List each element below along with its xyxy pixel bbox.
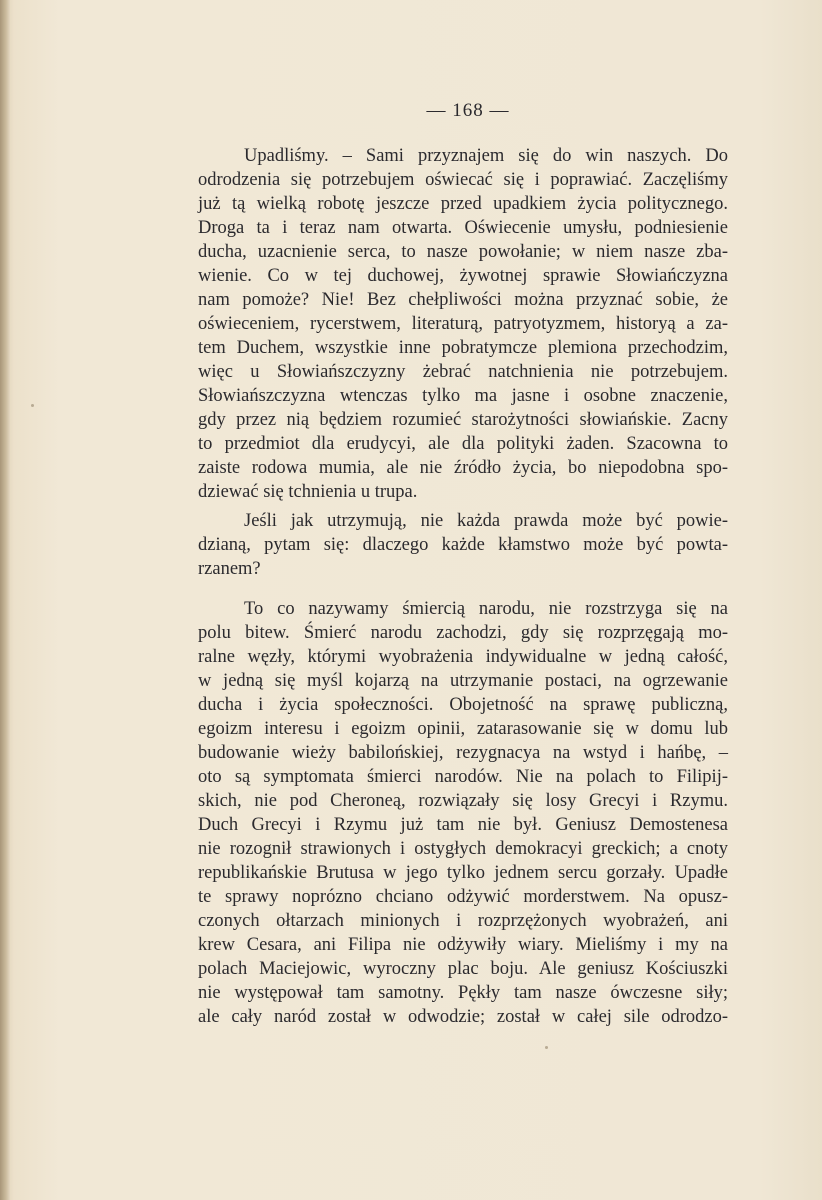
text-line: nam pomoże? Nie! Bez chełpliwości można przyznać sobie, że	[198, 290, 728, 310]
text-line: czonych ołtarzach minionych i rozprzężonych wyobrażeń, ani	[198, 911, 728, 931]
text-line: budowanie wieży babilońskiej, rezygnacya na wstyd i hańbę, –	[198, 743, 728, 763]
text-line: polach Maciejowic, wyroczny plac boju. Ale geniusz Kościuszki	[198, 959, 728, 979]
text-line: oświeceniem, rycerstwem, literaturą, patryotyzmem, historyą a za-	[198, 314, 728, 334]
text-line: republikańskie Brutusa w jego tylko jednem sercu gorzały. Upadłe	[198, 863, 728, 883]
paper-speck	[31, 404, 34, 407]
text-line: ducha i życia społeczności. Obojetność na sprawę publiczną,	[198, 695, 728, 715]
text-line: polu bitew. Śmierć narodu zachodzi, gdy się rozprzęgają mo-	[198, 623, 728, 643]
text-line: Upadliśmy. – Sami przyznajem się do win naszych. Do	[244, 146, 728, 166]
paragraph-2	[198, 509, 728, 581]
text-line: To co nazywamy śmiercią narodu, nie rozstrzyga się na	[244, 599, 728, 619]
text-line: wienie. Co w tej duchowej, żywotnej sprawie Słowiańczyzna	[198, 266, 728, 286]
text-line: zaiste rodowa mumia, ale nie źródło życia, bo niepodobna spo-	[198, 458, 728, 478]
text-line: dzianą, pytam się: dlaczego każde kłamstwo może być powta-	[198, 535, 728, 555]
text-line: skich, nie pod Cheroneą, rozwiązały się losy Grecyi i Rzymu.	[198, 791, 728, 811]
paragraph-3	[198, 597, 728, 1029]
paper-speck	[545, 1046, 548, 1049]
text-line: Droga ta i teraz nam otwarta. Oświecenie umysłu, podniesienie	[198, 218, 728, 238]
page-binding-edge	[0, 0, 10, 1200]
text-line: Słowiańszczyzna wtenczas tylko ma jasne i osobne znaczenie,	[198, 386, 728, 406]
text-line: gdy przez nią będziem rozumieć starożytności słowiańskie. Zacny	[198, 410, 728, 430]
text-line: ducha, uzacnienie serca, to nasze powołanie; w niem nasze zba-	[198, 242, 728, 262]
text-line: egoizm interesu i egoizm opinii, zatarasowanie się w domu lub	[198, 719, 728, 739]
text-line: odrodzenia się potrzebujem oświecać się i poprawiać. Zaczęliśmy	[198, 170, 728, 190]
text-line: ralne węzły, którymi wyobrażenia indywidualne w jedną całość,	[198, 647, 728, 667]
page-number: — 168 —	[426, 100, 510, 121]
text-line: Jeśli jak utrzymują, nie każda prawda może być powie-	[244, 511, 728, 531]
paragraph-1	[198, 144, 728, 504]
text-line: nie rozognił strawionych i ostygłych demokracyi greckich; a cnoty	[198, 839, 728, 859]
text-line: dziewać się tchnienia u trupa.	[198, 482, 418, 502]
text-line: Duch Grecyi i Rzymu już tam nie był. Geniusz Demostenesa	[198, 815, 728, 835]
text-line: to przedmiot dla erudycyi, ale dla polityki żaden. Szacowna to	[198, 434, 728, 454]
text-line: w jedną się myśl kojarzą na utrzymanie postaci, na ogrzewanie	[198, 671, 728, 691]
text-line: już tą wielką robotę jeszcze przed upadkiem życia politycznego.	[198, 194, 728, 214]
text-line: więc u Słowiańszczyzny żebrać natchnienia nie potrzebujem.	[198, 362, 728, 382]
text-line: krew Cesara, ani Filipa nie odżywiły wiary. Mieliśmy i my na	[198, 935, 728, 955]
text-line: rzanem?	[198, 559, 261, 579]
text-line: tem Duchem, wszystkie inne pobratymcze plemiona przechodzim,	[198, 338, 728, 358]
text-line: nie występował tam samotny. Pękły tam nasze ówczesne siły;	[198, 983, 728, 1003]
text-line: te sprawy noprózno chciano odżywić morderstwem. Na opusz-	[198, 887, 728, 907]
text-line: oto są symptomata śmierci narodów. Nie na polach to Filipij-	[198, 767, 728, 787]
text-line: ale cały naród został w odwodzie; został w całej sile odrodzo-	[198, 1007, 728, 1027]
